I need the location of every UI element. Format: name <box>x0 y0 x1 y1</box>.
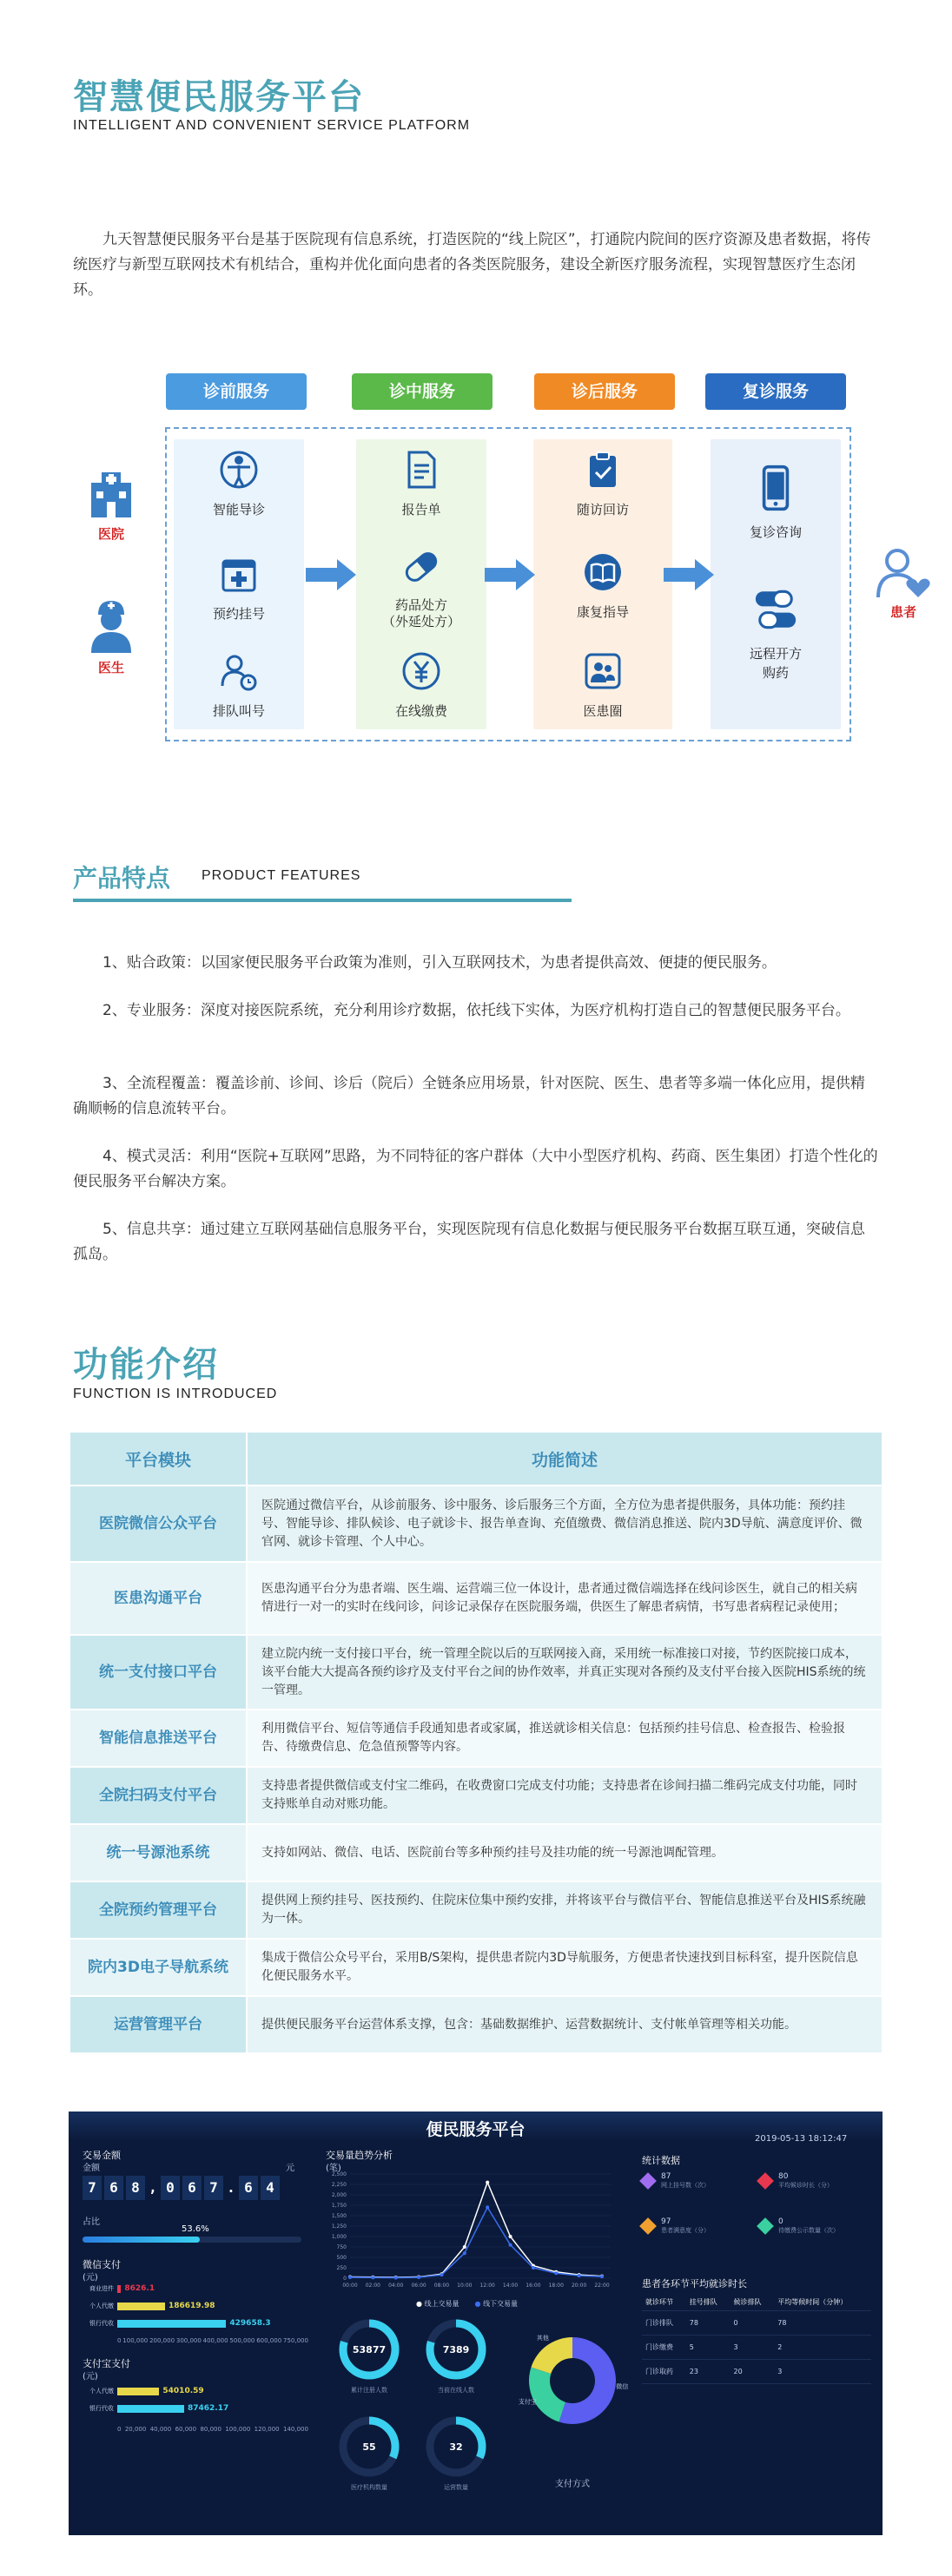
arrow-icon <box>306 559 356 590</box>
stat-item <box>759 2172 833 2190</box>
trend-legend <box>416 2299 518 2309</box>
report-icon <box>401 450 441 490</box>
x-tick-label: 20:00 <box>571 2283 587 2289</box>
table-header-desc: 功能简述 <box>247 1432 883 1486</box>
item-label: 药品处方 （外延处方） <box>381 597 460 629</box>
series-point <box>486 2181 489 2184</box>
item-label: 在线缴费 <box>394 703 447 719</box>
table-row <box>69 1710 883 1767</box>
table-header-cell: 平均等候时间（分钟） <box>774 2294 871 2311</box>
wait-table <box>642 2294 871 2384</box>
digit-box: 6 <box>182 2176 202 2200</box>
item-label: 排队叫号 <box>212 703 265 719</box>
x-tick-label: 18:00 <box>548 2283 564 2289</box>
features-title: 产品特点 <box>73 864 171 893</box>
table-row <box>69 1996 883 2053</box>
dashboard-datetime: 2019-05-13 18:12:47 <box>755 2134 848 2144</box>
dashboard-screenshot <box>69 2112 883 2535</box>
y-tick-label: 1,750 <box>331 2203 347 2209</box>
table-cell: 2 <box>774 2336 871 2360</box>
axis-tick: 0 <box>117 2337 122 2344</box>
digit-box: 6 <box>104 2176 123 2200</box>
table-cell: 门诊缴费 <box>642 2336 686 2360</box>
digit-box: 7 <box>204 2176 223 2200</box>
feature-item: 5、信息共享：通过建立互联网基础信息服务平台，实现医院现有信息化数据与便民服务平台数据互联互通，突破信息孤岛。 <box>73 1221 865 1263</box>
donut-label: 运营数量 <box>444 2484 468 2491</box>
stat-value: 87 <box>661 2172 671 2181</box>
bar <box>117 2388 159 2395</box>
x-tick-label: 10:00 <box>457 2283 473 2289</box>
trade-total-unit: 元 <box>286 2164 294 2173</box>
y-tick-label: 1,000 <box>331 2234 347 2240</box>
x-tick-label: 08:00 <box>433 2283 450 2289</box>
series-point <box>394 2276 398 2280</box>
axis-tick: 40,000 <box>149 2426 172 2433</box>
table-cell: 0 <box>731 2311 775 2336</box>
donut-label: 医疗机构数量 <box>351 2484 387 2491</box>
donut-grid <box>326 2316 499 2516</box>
functions-subtitle: FUNCTION IS INTRODUCED <box>73 1387 278 1401</box>
digit-box: 0 <box>161 2176 180 2200</box>
axis-tick: 0 <box>117 2426 122 2433</box>
table-cell-desc: 利用微信平台、短信等通信手段通知患者或家属，推送就诊相关信息：包括预约挂号信息、检查报告、检验报告、待缴费信息、危急值预警等内容。 <box>247 1710 883 1767</box>
table-cell-desc: 建立院内统一支付接口平台，统一管理全院以后的互联网接入商，采用统一标准接口对接，节约医院接口成本，该平台能大大提高各预约诊疗及支付平台之间的协作效率，并真正实现对各预约及支付平台接入医院HIS系统的统一管理。 <box>247 1635 883 1710</box>
legend-online-label: 线上交易量 <box>424 2300 459 2308</box>
item-label: 预约挂号 <box>212 606 265 622</box>
series-point <box>417 2276 420 2279</box>
table-cell-desc: 集成于微信公众号平台，采用B/S架构，提供患者院内3D导航服务，方便患者快速找到目标科室，提升医院信息化便民服务水平。 <box>247 1939 883 1996</box>
axis-tick: 600,000 <box>256 2337 282 2344</box>
table-cell-module: 院内3D电子导航系统 <box>69 1939 247 1996</box>
doctor-icon <box>84 597 138 655</box>
y-tick-label: 2,000 <box>331 2192 347 2198</box>
features-subtitle: PRODUCT FEATURES <box>202 868 361 883</box>
bar-row <box>83 2401 308 2415</box>
item-prescription <box>356 547 486 630</box>
table-cell-desc: 医院通过微信平台，从诊前服务、诊中服务、诊后服务三个方面，全方位为患者提供服务，具体功能：预约挂号、智能导诊、排队候诊、电子就诊卡、报告单查询、充值缴费、微信消息推送、院内3D导航、满意度评价、微官网、就诊卡管理、个人中心。 <box>247 1486 883 1562</box>
item-rehab <box>533 552 672 621</box>
y-tick-label: 250 <box>336 2265 347 2271</box>
series-point <box>371 2276 374 2279</box>
ali-pay-unit: (元) <box>83 2372 98 2382</box>
donut-ring <box>423 2316 489 2382</box>
table-cell-module: 全院预约管理平台 <box>69 1881 247 1939</box>
bar-row <box>83 2316 308 2330</box>
trend-title: 交易量趋势分析 <box>326 2150 393 2161</box>
progress-track <box>83 2237 301 2243</box>
item-label: 随访回访 <box>576 502 629 517</box>
trade-total-digits <box>83 2176 280 2200</box>
bar <box>117 2303 165 2310</box>
stat-icon <box>757 2217 774 2235</box>
stat-value: 80 <box>778 2172 789 2181</box>
table-cell: 门诊排队 <box>642 2311 686 2336</box>
trade-total-label: 交易金额 <box>83 2150 121 2161</box>
item-online-payment <box>356 651 486 720</box>
functions-title: 功能介绍 <box>73 1345 219 1385</box>
feature-item: 2、专业服务：深度对接医院系统，充分利用诊疗数据，依托线下实体，为医疗机构打造自己的智慧便民服务平台。 <box>102 1002 850 1019</box>
stat-label: 网上挂号数（次） <box>661 2182 710 2189</box>
queue-icon <box>219 651 259 691</box>
stat-label: 平均候诊时长（分） <box>778 2182 833 2189</box>
bar-label: 银行代收 <box>89 2320 114 2327</box>
digit-box: 6 <box>239 2176 258 2200</box>
y-tick-label: 1,250 <box>331 2224 347 2230</box>
x-tick-label: 12:00 <box>479 2283 495 2289</box>
feature-item: 3、全流程覆盖：覆盖诊前、诊间、诊后（院后）全链条应用场景，针对医院、医生、患者等多端一体化应用，提供精确顺畅的信息流转平台。 <box>73 1075 865 1117</box>
wechat-pay-title: 微信支付 <box>83 2259 121 2270</box>
features-underline <box>73 899 572 902</box>
arrow-icon <box>485 559 535 590</box>
trend-unit: (笔) <box>326 2164 341 2173</box>
capsule-icon <box>751 585 800 634</box>
donut-ring <box>423 2414 489 2480</box>
table-cell-module: 医院微信公众平台 <box>69 1486 247 1562</box>
bar-value: 186619.98 <box>169 2302 215 2310</box>
table-row <box>642 2336 871 2360</box>
table-row <box>69 1939 883 1996</box>
axis-tick: 100,000 <box>122 2337 149 2344</box>
series-point <box>554 2271 558 2275</box>
table-cell: 78 <box>686 2311 731 2336</box>
table-cell-desc: 医患沟通平台分为患者端、医生端、运营端三位一体设计，患者通过微信端选择在线问诊医生，就自己的相关病情进行一对一的实时在线问诊，问诊记录保存在医院服务端，供医生了解患者病情，书写患者病程记录使用； <box>247 1562 883 1635</box>
table-header-cell: 就诊环节 <box>642 2294 686 2311</box>
stage-post-diagnosis: 诊后服务 <box>534 373 675 410</box>
table-row <box>642 2311 871 2336</box>
table-header-module: 平台模块 <box>69 1432 247 1486</box>
bar-value: 8626.1 <box>124 2284 155 2293</box>
table-row <box>642 2360 871 2384</box>
y-tick-label: 1,500 <box>331 2213 347 2219</box>
y-tick-label: 2,500 <box>331 2171 347 2177</box>
trend-line-chart <box>321 2169 616 2290</box>
y-tick-label: 0 <box>343 2276 347 2282</box>
wechat-axis <box>117 2337 308 2344</box>
table-cell-module: 全院扫码支付平台 <box>69 1767 247 1824</box>
table-header-cell: 挂号排队 <box>686 2294 731 2311</box>
bar-value: 54010.59 <box>162 2387 204 2395</box>
series-point <box>532 2266 535 2270</box>
x-tick-label: 02:00 <box>365 2283 381 2289</box>
donut-ring <box>336 2414 402 2480</box>
pill-icon <box>401 547 441 587</box>
bar-label: 商业进件 <box>89 2285 114 2292</box>
pay-method-title: 支付方式 <box>555 2480 590 2489</box>
actor-patient <box>869 547 938 621</box>
stat-icon <box>639 2217 657 2235</box>
table-cell-module: 统一支付接口平台 <box>69 1635 247 1710</box>
axis-tick: 60,000 <box>175 2426 197 2433</box>
actor-doctor-label: 医生 <box>97 660 124 675</box>
pie-slice <box>529 2368 565 2422</box>
actor-hospital <box>80 467 142 543</box>
hospital-icon <box>84 467 138 521</box>
wechat-bar-chart <box>83 2282 308 2342</box>
page-subtitle: INTELLIGENT AND CONVENIENT SERVICE PLATFORM <box>73 118 471 133</box>
stat-icon <box>639 2172 657 2190</box>
table-cell-module: 智能信息推送平台 <box>69 1710 247 1767</box>
table-cell-module: 运营管理平台 <box>69 1996 247 2053</box>
progress-label: 占比 <box>83 2217 100 2227</box>
digit-box: . <box>227 2179 235 2196</box>
table-cell-desc: 提供便民服务平台运营体系支撑，包含：基础数据维护、运营数据统计、支付帐单管理等相关功能。 <box>247 1996 883 2053</box>
table-header-row <box>642 2294 871 2311</box>
axis-tick: 300,000 <box>175 2337 202 2344</box>
item-label: 医患圈 <box>583 703 623 719</box>
stat-icon <box>757 2172 774 2190</box>
series-point <box>348 2276 352 2279</box>
y-tick-label: 2,250 <box>331 2182 347 2188</box>
table-cell: 门诊取药 <box>642 2360 686 2384</box>
bar-value: 429658.3 <box>229 2319 271 2328</box>
pie-label: 微信 <box>616 2383 629 2391</box>
axis-tick: 140,000 <box>283 2426 308 2433</box>
table-cell-desc: 支持患者提供微信或支付宝二维码，在收费窗口完成支付功能；支持患者在诊间扫描二维码完成支付功能，同时支持账单自动对账功能。 <box>247 1767 883 1824</box>
item-follow-visit <box>533 450 672 518</box>
item-remote-prescription <box>711 585 841 682</box>
item-label: 报告单 <box>401 502 441 517</box>
stat-value: 97 <box>661 2217 671 2226</box>
patient-icon <box>873 547 934 599</box>
stat-item <box>759 2217 839 2235</box>
stage-follow-up: 复诊服务 <box>705 373 846 410</box>
table-cell: 5 <box>686 2336 731 2360</box>
item-label: 远程开方 购药 <box>749 646 802 681</box>
stat-label: 待缴费公示数量（次） <box>778 2227 839 2234</box>
stat-item <box>642 2217 710 2235</box>
svg-text:53877: 53877 <box>352 2344 387 2355</box>
item-label: 智能导诊 <box>212 502 265 517</box>
svg-text:32: 32 <box>449 2441 463 2453</box>
calendar-icon <box>219 554 259 594</box>
donut-label: 累计注册人数 <box>351 2387 387 2394</box>
series-line <box>350 2207 602 2277</box>
bar <box>117 2320 226 2328</box>
donut <box>413 2414 499 2492</box>
digit-box: , <box>149 2179 157 2196</box>
table-row <box>69 1824 883 1881</box>
item-queue <box>174 651 304 720</box>
feature-item: 1、贴合政策：以国家便民服务平台政策为准则，引入互联网技术，为患者提供高效、便捷的便民服务。 <box>102 954 777 972</box>
series-point <box>440 2273 443 2276</box>
donut <box>413 2316 499 2395</box>
x-tick-label: 16:00 <box>526 2283 541 2289</box>
table-cell: 78 <box>774 2311 871 2336</box>
wechat-pay-unit: (元) <box>83 2273 98 2283</box>
table-cell-desc: 支持如网站、微信、电话、医院前台等多种预约挂号及挂功能的统一号源池调配管理。 <box>247 1824 883 1881</box>
legend-online: ● 线上交易量 <box>416 2300 459 2308</box>
actor-hospital-label: 医院 <box>97 526 124 542</box>
clipboard-icon <box>583 450 623 490</box>
pie-slice <box>531 2337 572 2374</box>
digit-box: 7 <box>83 2176 102 2200</box>
table-cell-desc: 提供网上预约挂号、医技预约、住院床位集中预约安排，并将该平台与微信平台、智能信息推送平台及HIS系统融为一体。 <box>247 1881 883 1939</box>
y-tick-label: 750 <box>336 2244 347 2250</box>
page-title: 智慧便民服务平台 <box>73 77 365 117</box>
table-cell: 3 <box>774 2360 871 2384</box>
bar-row <box>83 2299 308 2313</box>
stat-label: 患者满意度（分） <box>661 2227 710 2234</box>
progress-fill <box>83 2237 200 2243</box>
item-appointment <box>174 554 304 623</box>
table-row <box>69 1635 883 1710</box>
ali-pay-title: 支付宝支付 <box>83 2358 130 2369</box>
actor-doctor <box>80 597 142 676</box>
series-point <box>600 2275 604 2278</box>
axis-tick: 750,000 <box>282 2337 308 2344</box>
bar-label: 个人代缴 <box>89 2303 114 2309</box>
yuan-icon <box>401 651 441 691</box>
book-icon <box>583 552 623 592</box>
progress-value: 53.6% <box>182 2224 209 2234</box>
ali-axis <box>117 2426 308 2433</box>
actor-patient-label: 患者 <box>889 604 916 620</box>
series-point <box>509 2243 512 2247</box>
donut <box>326 2316 413 2395</box>
axis-tick: 400,000 <box>202 2337 228 2344</box>
functions-table <box>69 1431 883 2054</box>
x-tick-label: 00:00 <box>342 2283 358 2289</box>
phone-icon <box>751 464 800 512</box>
table-cell: 20 <box>731 2360 775 2384</box>
item-label: 复诊咨询 <box>749 524 802 540</box>
table-row <box>69 1767 883 1824</box>
item-follow-consult <box>711 464 841 541</box>
item-smart-guide <box>174 450 304 518</box>
item-community <box>533 651 672 720</box>
table-cell: 23 <box>686 2360 731 2384</box>
table-row <box>69 1881 883 1939</box>
axis-tick: 120,000 <box>254 2426 280 2433</box>
guide-icon <box>219 450 259 490</box>
dashboard-title: 便民服务平台 <box>426 2120 526 2139</box>
bar-value: 87462.17 <box>188 2404 229 2413</box>
series-point <box>509 2235 512 2238</box>
table-cell-module: 统一号源池系统 <box>69 1824 247 1881</box>
table-header-cell: 候诊排队 <box>731 2294 775 2311</box>
legend-offline-label: 线下交易量 <box>483 2300 519 2308</box>
stats-grid <box>642 2172 876 2268</box>
bar <box>117 2405 184 2413</box>
wait-table-title: 患者各环节平均就诊时长 <box>642 2278 747 2289</box>
axis-tick: 200,000 <box>149 2337 175 2344</box>
digit-box: 8 <box>126 2176 145 2200</box>
bar-row <box>83 2384 308 2398</box>
axis-tick: 100,000 <box>225 2426 251 2433</box>
bar-label: 银行代收 <box>89 2405 114 2412</box>
x-tick-label: 04:00 <box>388 2283 404 2289</box>
bar-row <box>83 2282 308 2296</box>
item-report <box>356 450 486 518</box>
pie-label: 其他 <box>536 2335 549 2342</box>
axis-tick: 20,000 <box>124 2426 147 2433</box>
stat-item <box>642 2172 710 2190</box>
stage-in-diagnosis: 诊中服务 <box>352 373 493 410</box>
donut-label: 当前在线人数 <box>438 2387 474 2394</box>
x-tick-label: 06:00 <box>411 2283 426 2289</box>
stats-title: 统计数据 <box>642 2155 680 2166</box>
y-tick-label: 500 <box>336 2255 347 2261</box>
ali-bar-chart <box>83 2384 308 2424</box>
legend-offline: ● 线下交易量 <box>474 2300 519 2308</box>
pay-method-pie <box>518 2329 629 2433</box>
table-row <box>69 1486 883 1562</box>
table-header-row <box>69 1432 883 1486</box>
bar-label: 个人代缴 <box>89 2388 114 2395</box>
svg-text:7389: 7389 <box>442 2344 470 2355</box>
stat-value: 0 <box>778 2217 783 2226</box>
svg-text:55: 55 <box>362 2441 376 2453</box>
x-tick-label: 14:00 <box>502 2283 519 2289</box>
series-point <box>463 2245 466 2249</box>
feature-item: 4、模式灵活：利用“医院+互联网”思路，为不同特征的客户群体（大中小型医疗机构、药商、医生集团）打造个性化的便民服务平台解决方案。 <box>73 1148 878 1190</box>
series-point <box>486 2205 489 2209</box>
digit-box: 4 <box>261 2176 280 2200</box>
stage-pre-diagnosis: 诊前服务 <box>166 373 307 410</box>
intro-paragraph: 九天智慧便民服务平台是基于医院现有信息系统，打造医院的“线上院区”，打通院内院间的医疗资源及患者数据，将传统医疗与新型互联网技术有机结合，重构并优化面向患者的各类医院服务，建设全新医疗服务流程，实现智慧医疗生态闭环。 <box>73 231 871 299</box>
axis-tick: 80,000 <box>200 2426 221 2433</box>
series-point <box>578 2274 581 2277</box>
trade-total-sub: 金额 <box>83 2164 100 2173</box>
item-label: 康复指导 <box>576 604 629 620</box>
table-row <box>69 1562 883 1635</box>
donut <box>326 2414 413 2492</box>
series-point <box>463 2251 466 2255</box>
table-cell-module: 医患沟通平台 <box>69 1562 247 1635</box>
pie-label: 支付宝 <box>518 2398 537 2406</box>
table-cell: 3 <box>731 2336 775 2360</box>
axis-tick: 500,000 <box>229 2337 255 2344</box>
circle-icon <box>583 651 623 691</box>
service-flow-diagram <box>0 373 952 764</box>
x-tick-label: 22:00 <box>594 2283 610 2289</box>
donut-ring <box>336 2316 402 2382</box>
